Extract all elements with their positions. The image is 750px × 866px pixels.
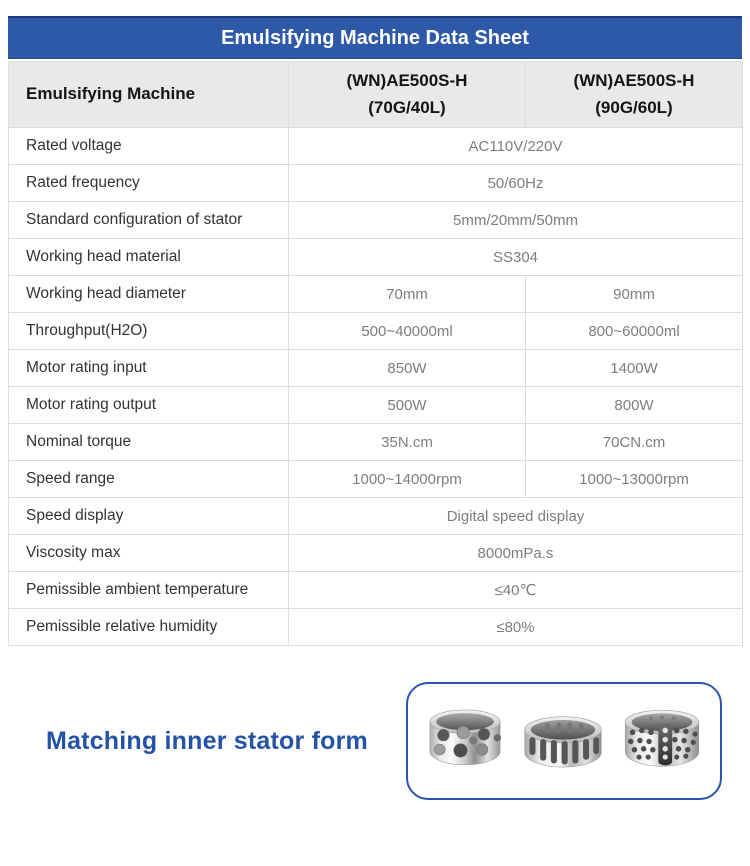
- table-row: [9, 461, 743, 498]
- table-row: [9, 276, 743, 313]
- table-row: [9, 498, 743, 535]
- row-label: Motor rating output: [9, 387, 289, 424]
- row-value-span: 50/60Hz: [289, 165, 743, 202]
- spec-table: [8, 61, 743, 646]
- page-title: Emulsifying Machine Data Sheet: [221, 26, 529, 49]
- fine-hole-stator-icon: [616, 695, 708, 787]
- stator-caption: Matching inner stator form: [46, 726, 368, 755]
- model-variant: (90G/60L): [595, 97, 673, 117]
- spec-table-body: [9, 128, 743, 646]
- page-title-bar: [8, 16, 742, 59]
- row-label: Pemissible relative humidity: [9, 609, 289, 646]
- header-model-col2: [526, 62, 743, 128]
- table-row: [9, 572, 743, 609]
- row-value-col1: 35N.cm: [289, 424, 526, 461]
- row-value-span: SS304: [289, 239, 743, 276]
- table-row: [9, 313, 743, 350]
- row-label: Throughput(H2O): [9, 313, 289, 350]
- row-value-col2: 800~60000ml: [526, 313, 743, 350]
- row-label: Viscosity max: [9, 535, 289, 572]
- table-row: [9, 535, 743, 572]
- row-value-col2: 90mm: [526, 276, 743, 313]
- coarse-hole-stator-icon: [420, 695, 510, 787]
- table-row: [9, 609, 743, 646]
- table-row: [9, 128, 743, 165]
- table-row: [9, 202, 743, 239]
- row-value-span: Digital speed display: [289, 498, 743, 535]
- row-value-col2: 1000~13000rpm: [526, 461, 743, 498]
- stator-image-box: [406, 682, 722, 800]
- row-value-col1: 500W: [289, 387, 526, 424]
- table-row: [9, 424, 743, 461]
- row-label: Speed display: [9, 498, 289, 535]
- model-variant: (70G/40L): [368, 97, 446, 117]
- table-row: [9, 239, 743, 276]
- table-row: [9, 387, 743, 424]
- row-label: Motor rating input: [9, 350, 289, 387]
- row-value-span: ≤40℃: [289, 572, 743, 609]
- row-value-span: 5mm/20mm/50mm: [289, 202, 743, 239]
- row-label: Rated voltage: [9, 128, 289, 165]
- row-label: Pemissible ambient temperature: [9, 572, 289, 609]
- row-value-col1: 70mm: [289, 276, 526, 313]
- table-row: [9, 165, 743, 202]
- row-value-col1: 1000~14000rpm: [289, 461, 526, 498]
- stator-section: [8, 682, 742, 800]
- header-machine-label-text: Emulsifying Machine: [26, 84, 196, 104]
- model-name: (WN)AE500S-H: [573, 71, 695, 91]
- row-value-span: AC110V/220V: [289, 128, 743, 165]
- model-name: (WN)AE500S-H: [346, 71, 468, 91]
- row-label: Working head material: [9, 239, 289, 276]
- row-value-span: 8000mPa.s: [289, 535, 743, 572]
- row-value-col2: 70CN.cm: [526, 424, 743, 461]
- row-value-col1: 500~40000ml: [289, 313, 526, 350]
- row-label: Speed range: [9, 461, 289, 498]
- row-value-col2: 800W: [526, 387, 743, 424]
- header-model-col1: [289, 62, 526, 128]
- row-value-col1: 850W: [289, 350, 526, 387]
- row-label: Standard configuration of stator: [9, 202, 289, 239]
- row-value-col2: 1400W: [526, 350, 743, 387]
- row-label: Working head diameter: [9, 276, 289, 313]
- header-machine-label: [9, 62, 289, 128]
- slotted-stator-icon: [516, 699, 610, 783]
- row-label: Rated frequency: [9, 165, 289, 202]
- table-row: [9, 350, 743, 387]
- row-label: Nominal torque: [9, 424, 289, 461]
- table-header-row: [9, 62, 743, 128]
- row-value-span: ≤80%: [289, 609, 743, 646]
